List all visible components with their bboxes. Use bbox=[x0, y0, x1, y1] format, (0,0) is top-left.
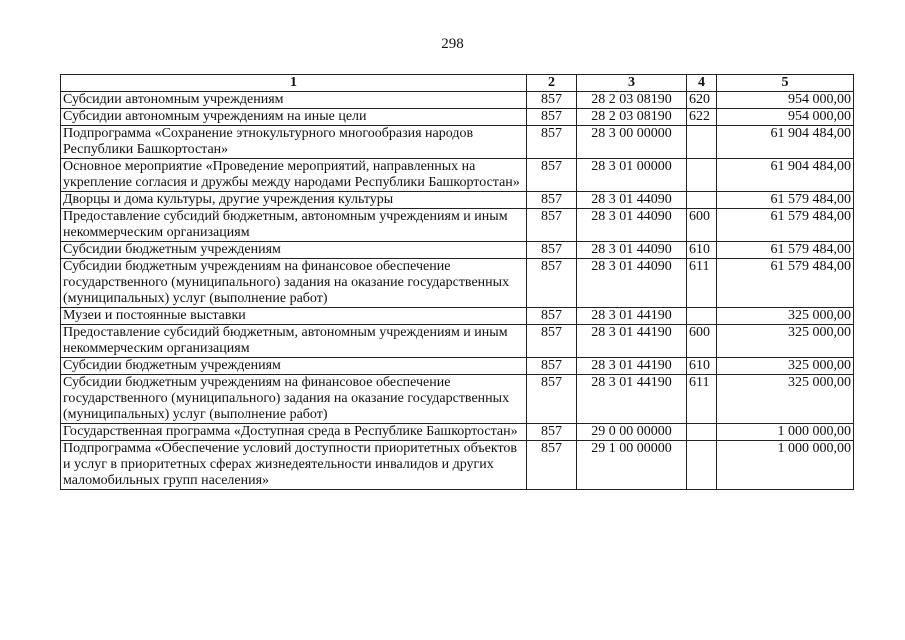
row-sum-cell: 1 000 000,00 bbox=[717, 441, 854, 490]
row-vr-cell bbox=[687, 441, 717, 490]
page-number: 298 bbox=[441, 36, 464, 52]
row-vr-cell bbox=[687, 126, 717, 159]
row-sum-cell: 61 579 484,00 bbox=[717, 209, 854, 242]
table-row bbox=[61, 109, 854, 126]
table-row bbox=[61, 242, 854, 259]
row-sum-cell: 61 904 484,00 bbox=[717, 126, 854, 159]
row-ved-cell: 857 bbox=[527, 159, 577, 192]
row-csr-cell: 28 3 01 44190 bbox=[577, 308, 687, 325]
row-sum-cell: 61 579 484,00 bbox=[717, 242, 854, 259]
row-csr-cell: 28 3 00 00000 bbox=[577, 126, 687, 159]
row-vr-cell: 600 bbox=[687, 209, 717, 242]
row-vr-cell: 611 bbox=[687, 259, 717, 308]
row-vr-cell: 610 bbox=[687, 358, 717, 375]
row-ved-cell: 857 bbox=[527, 375, 577, 424]
row-csr-cell: 28 3 01 44090 bbox=[577, 242, 687, 259]
row-sum-cell: 61 904 484,00 bbox=[717, 159, 854, 192]
row-csr-cell: 28 3 01 44090 bbox=[577, 209, 687, 242]
row-sum-cell: 325 000,00 bbox=[717, 308, 854, 325]
table-row bbox=[61, 325, 854, 358]
row-ved-cell: 857 bbox=[527, 441, 577, 490]
row-name-cell: Субсидии бюджетным учреждениям bbox=[61, 358, 527, 375]
row-name-cell: Основное мероприятие «Проведение мероприятий, направленных на укрепление согласия и дружбы между народами Республики Башкортостан» bbox=[61, 159, 527, 192]
row-ved-cell: 857 bbox=[527, 126, 577, 159]
row-csr-cell: 29 0 00 00000 bbox=[577, 424, 687, 441]
table-header-row bbox=[61, 75, 854, 92]
row-vr-cell: 611 bbox=[687, 375, 717, 424]
row-sum-cell: 954 000,00 bbox=[717, 109, 854, 126]
table-row bbox=[61, 159, 854, 192]
row-csr-cell: 28 3 01 44190 bbox=[577, 358, 687, 375]
row-ved-cell: 857 bbox=[527, 325, 577, 358]
row-vr-cell bbox=[687, 308, 717, 325]
header-col-4: 4 bbox=[687, 75, 717, 92]
header-col-3: 3 bbox=[577, 75, 687, 92]
row-csr-cell: 29 1 00 00000 bbox=[577, 441, 687, 490]
row-name-cell: Музеи и постоянные выставки bbox=[61, 308, 527, 325]
table-row bbox=[61, 126, 854, 159]
row-ved-cell: 857 bbox=[527, 109, 577, 126]
header-col-1: 1 bbox=[61, 75, 527, 92]
row-name-cell: Субсидии автономным учреждениям bbox=[61, 92, 527, 109]
row-ved-cell: 857 bbox=[527, 242, 577, 259]
table-body bbox=[61, 92, 854, 490]
row-ved-cell: 857 bbox=[527, 259, 577, 308]
row-ved-cell: 857 bbox=[527, 308, 577, 325]
row-sum-cell: 325 000,00 bbox=[717, 358, 854, 375]
row-sum-cell: 61 579 484,00 bbox=[717, 259, 854, 308]
row-csr-cell: 28 2 03 08190 bbox=[577, 109, 687, 126]
row-name-cell: Субсидии автономным учреждениям на иные цели bbox=[61, 109, 527, 126]
row-csr-cell: 28 3 01 44190 bbox=[577, 375, 687, 424]
row-ved-cell: 857 bbox=[527, 358, 577, 375]
row-name-cell: Предоставление субсидий бюджетным, автономным учреждениям и иным некоммерческим организациям bbox=[61, 325, 527, 358]
table-row bbox=[61, 424, 854, 441]
row-vr-cell: 600 bbox=[687, 325, 717, 358]
row-vr-cell: 610 bbox=[687, 242, 717, 259]
table-row bbox=[61, 375, 854, 424]
row-name-cell: Подпрограмма «Обеспечение условий доступности приоритетных объектов и услуг в приоритетных сферах жизнедеятельности инвалидов и других маломобильных групп населения» bbox=[61, 441, 527, 490]
row-sum-cell: 954 000,00 bbox=[717, 92, 854, 109]
row-name-cell: Субсидии бюджетным учреждениям на финансовое обеспечение государственного (муниципального) задания на оказание государственных (муниципальных) услуг (выполнение работ) bbox=[61, 375, 527, 424]
table-row bbox=[61, 192, 854, 209]
header-col-2: 2 bbox=[527, 75, 577, 92]
row-vr-cell bbox=[687, 192, 717, 209]
row-csr-cell: 28 3 01 00000 bbox=[577, 159, 687, 192]
row-ved-cell: 857 bbox=[527, 92, 577, 109]
row-sum-cell: 61 579 484,00 bbox=[717, 192, 854, 209]
row-name-cell: Государственная программа «Доступная среда в Республике Башкортостан» bbox=[61, 424, 527, 441]
row-vr-cell: 622 bbox=[687, 109, 717, 126]
row-vr-cell: 620 bbox=[687, 92, 717, 109]
row-name-cell: Субсидии бюджетным учреждениям на финансовое обеспечение государственного (муниципального) задания на оказание государственных (муниципальных) услуг (выполнение работ) bbox=[61, 259, 527, 308]
table-row bbox=[61, 441, 854, 490]
row-csr-cell: 28 3 01 44090 bbox=[577, 192, 687, 209]
row-ved-cell: 857 bbox=[527, 192, 577, 209]
row-vr-cell bbox=[687, 424, 717, 441]
row-vr-cell bbox=[687, 159, 717, 192]
row-sum-cell: 1 000 000,00 bbox=[717, 424, 854, 441]
table-row bbox=[61, 92, 854, 109]
row-sum-cell: 325 000,00 bbox=[717, 375, 854, 424]
row-csr-cell: 28 2 03 08190 bbox=[577, 92, 687, 109]
table-row bbox=[61, 209, 854, 242]
row-sum-cell: 325 000,00 bbox=[717, 325, 854, 358]
table-row bbox=[61, 358, 854, 375]
table-row bbox=[61, 259, 854, 308]
row-name-cell: Дворцы и дома культуры, другие учреждения культуры bbox=[61, 192, 527, 209]
row-csr-cell: 28 3 01 44090 bbox=[577, 259, 687, 308]
budget-table bbox=[60, 74, 854, 490]
row-name-cell: Предоставление субсидий бюджетным, автономным учреждениям и иным некоммерческим организациям bbox=[61, 209, 527, 242]
row-name-cell: Субсидии бюджетным учреждениям bbox=[61, 242, 527, 259]
table-row bbox=[61, 308, 854, 325]
header-col-5: 5 bbox=[717, 75, 854, 92]
row-ved-cell: 857 bbox=[527, 209, 577, 242]
row-csr-cell: 28 3 01 44190 bbox=[577, 325, 687, 358]
row-name-cell: Подпрограмма «Сохранение этнокультурного многообразия народов Республики Башкортостан» bbox=[61, 126, 527, 159]
row-ved-cell: 857 bbox=[527, 424, 577, 441]
